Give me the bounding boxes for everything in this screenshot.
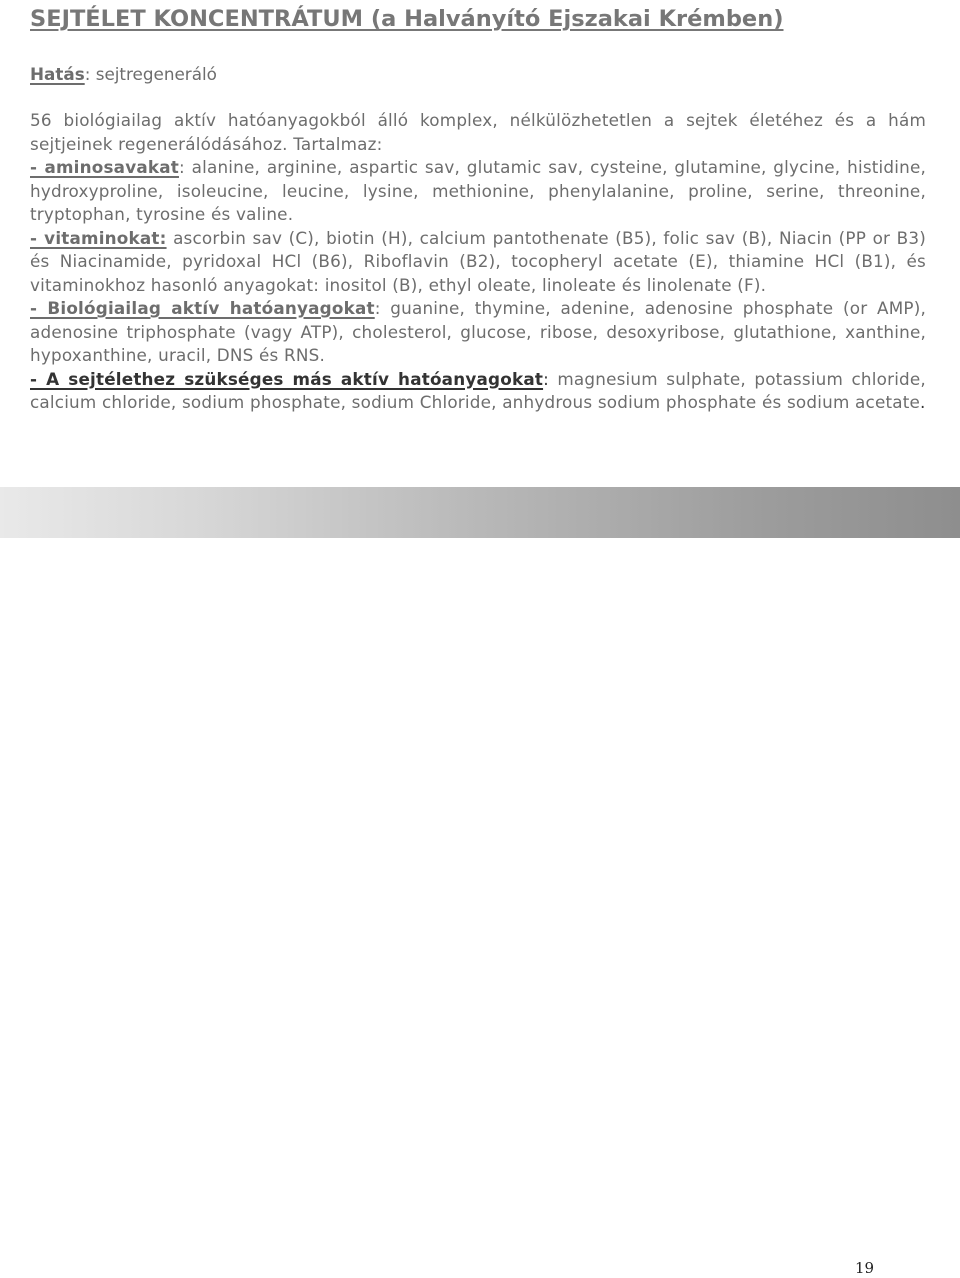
section-other-active: - A sejtélethez szükséges más aktív hatóanyagokat: magnesium sulphate, potassium chloride, calcium chloride, sodium phosphate, sodium Chloride, anhydrous sodium phosphate és sodium acetate. bbox=[30, 368, 926, 412]
section-label-vitamins: - vitaminokat: bbox=[30, 227, 167, 248]
section-text-amino-acids: alanine, arginine, aspartic sav, glutamic sav, cysteine, glutamine, glycine, histidine, hydroxyproline, isoleucine, leucine, lysine, methionine, phenylalanine, proline, serine, threonine, tryptophan, tyrosine és valine. bbox=[30, 157, 927, 224]
page-number: 19 bbox=[855, 1259, 875, 1277]
section-bioactive: - Biológiailag aktív hatóanyagokat: guanine, thymine, adenine, adenosine phosphate (or AMP), adenosine triphosphate (vagy ATP), cholesterol, glucose, ribose, desoxyribose, glutathione, xanthine, hypoxanthine, uracil, DNS és RNS. bbox=[30, 298, 927, 365]
section-label-amino-acids: - aminosavakat bbox=[30, 157, 179, 177]
footer-gradient-band bbox=[0, 487, 960, 538]
effect-label: Hatás bbox=[30, 64, 85, 84]
effect-colon: : bbox=[84, 64, 96, 84]
effect-value: sejtregeneráló bbox=[95, 64, 217, 84]
section-label-bioactive: - Biológiailag aktív hatóanyagokat bbox=[30, 298, 375, 318]
section-amino-acids: - aminosavakat: alanine, arginine, aspartic sav, glutamic sav, cysteine, glutamine, glycine, histidine, hydroxyproline, isoleucine, leucine, lysine, methionine, phenylalanine, proline, serine, threonine, tryptophan, tyrosine és valine. bbox=[30, 157, 927, 224]
section-vitamins bbox=[30, 227, 926, 298]
section-text-vitamins: ascorbin sav (C), biotin (H), calcium pantothenate (B5), folic sav (B), Niacin (PP or B3) és Niacinamide, pyridoxal HCl (B6), Riboflavin (B2), tocopheryl acetate (E), thiamine HCl (B1), és vitaminokhoz hasonló anyagokat: inositol (B), ethyl oleate, linoleate és linolenate (F). bbox=[30, 227, 926, 295]
page-title: SEJTÉLET KONCENTRÁTUM (a Halványító Ejszakai Krémben) bbox=[30, 6, 784, 32]
section-label-other-active: - A sejtélethez szükséges más aktív hatóanyagokat bbox=[30, 368, 544, 389]
section-text-other-active: magnesium sulphate, potassium chloride, calcium chloride, sodium phosphate, sodium Chloride, anhydrous sodium phosphate és sodium acetate bbox=[30, 368, 926, 412]
ingredients-body bbox=[30, 109, 926, 415]
section-text-bioactive: guanine, thymine, adenine, adenosine phosphate (or AMP), adenosine triphosphate (vagy ATP), cholesterol, glucose, ribose, desoxyribose, glutathione, xanthine, hypoxanthine, uracil, DNS és RNS. bbox=[30, 298, 927, 365]
effect-line bbox=[30, 62, 217, 86]
intro-paragraph: 56 biológiailag aktív hatóanyagokból álló komplex, nélkülözhetetlen a sejtek életéhez és a hám sejtjeinek regenerálódásához. Tartalmaz: bbox=[30, 110, 926, 154]
